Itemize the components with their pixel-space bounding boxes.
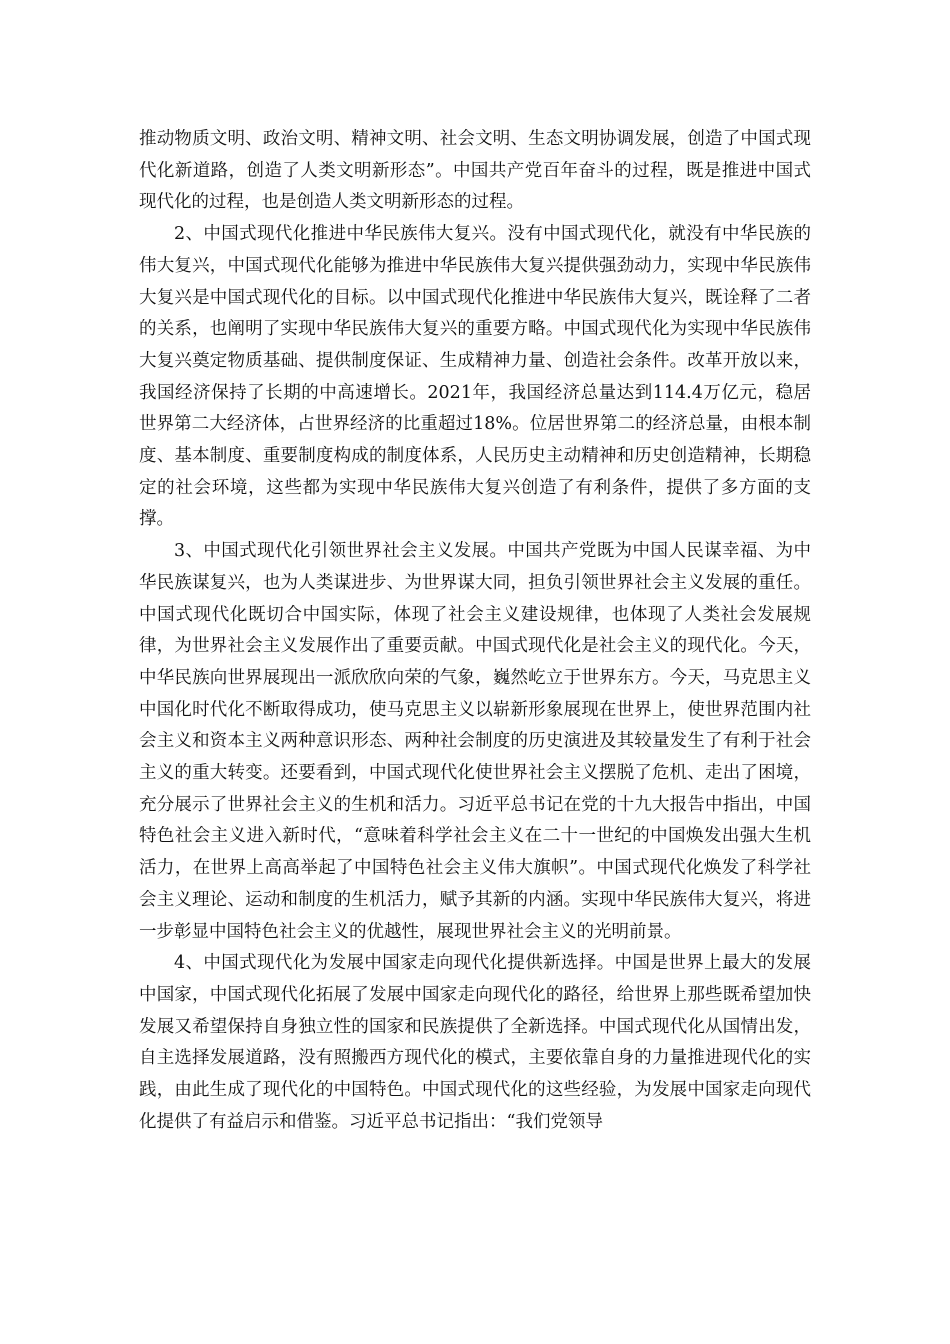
paragraph-point-4: 4、中国式现代化为发展中国家走向现代化提供新选择。中国是世界上最大的发展中国家，中国式现代化拓展了发展中国家走向现代化的路径，给世界上那些既希望加快发展又希望保持自身独立性的国家和民族提供了全新选择。中国式现代化从国情出发，自主选择发展道路，没有照搬西方现代化的模式，主要依靠自身的力量推进现代化的实践，由此生成了现代化的中国特色。中国式现代化的这些经验，为发展中国家走向现代化提供了有益启示和借鉴。习近平总书记指出：“我们党领导 bbox=[139, 953, 811, 1132]
paragraph-point-3: 3、中国式现代化引领世界社会主义发展。中国共产党既为中国人民谋幸福、为中华民族谋复兴，也为人类谋进步、为世界谋大同，担负引领世界社会主义发展的重任。中国式现代化既切合中国实际，体现了社会主义建设规律，也体现了人类社会发展规律，为世界社会主义发展作出了重要贡献。中国式现代化是社会主义的现代化。今天，中华民族向世界展现出一派欣欣向荣的气象，巍然屹立于世界东方。今天，马克思主义中国化时代化不断取得成功，使马克思主义以崭新形象展现在世界上，使世界范围内社会主义和资本主义两种意识形态、两种社会制度的历史演进及其较量发生了有利于社会主义的重大转变。还要看到，中国式现代化使世界社会主义摆脱了危机、走出了困境，充分展示了世界社会主义的生机和活力。习近平总书记在党的十九大报告中指出，中国特色社会主义进入新时代，“意味着科学社会主义在二十一世纪的中国焕发出强大生机活力，在世界上高高举起了中国特色社会主义伟大旗帜”。中国式现代化焕发了科学社会主义理论、运动和制度的生机活力，赋予其新的内涵。实现中华民族伟大复兴，将进一步彰显中国特色社会主义的优越性，展现世界社会主义的光明前景。 bbox=[139, 541, 811, 942]
paragraph-point-2: 2、中国式现代化推进中华民族伟大复兴。没有中国式现代化，就没有中华民族的伟大复兴，中国式现代化能够为推进中华民族伟大复兴提供强劲动力，实现中华民族伟大复兴是中国式现代化的目标。以中国式现代化推进中华民族伟大复兴，既诠释了二者的关系，也阐明了实现中华民族伟大复兴的重要方略。中国式现代化为实现中华民族伟大复兴奠定物质基础、提供制度保证、生成精神力量、创造社会条件。改革开放以来，我国经济保持了长期的中高速增长。2021年，我国经济总量达到114.4万亿元，稳居世界第二大经济体，占世界经济的比重超过18%。位居世界第二的经济总量，由根本制度、基本制度、重要制度构成的制度体系，人民历史主动精神和历史创造精神，长期稳定的社会环境，这些都为实现中华民族伟大复兴创造了有利条件，提供了多方面的支撑。 bbox=[139, 224, 811, 530]
document-page bbox=[139, 124, 811, 1139]
paragraph-continuation: 推动物质文明、政治文明、精神文明、社会文明、生态文明协调发展，创造了中国式现代化新道路，创造了人类文明新形态”。中国共产党百年奋斗的过程，既是推进中国式现代化的过程，也是创造人类文明新形态的过程。 bbox=[139, 129, 811, 213]
